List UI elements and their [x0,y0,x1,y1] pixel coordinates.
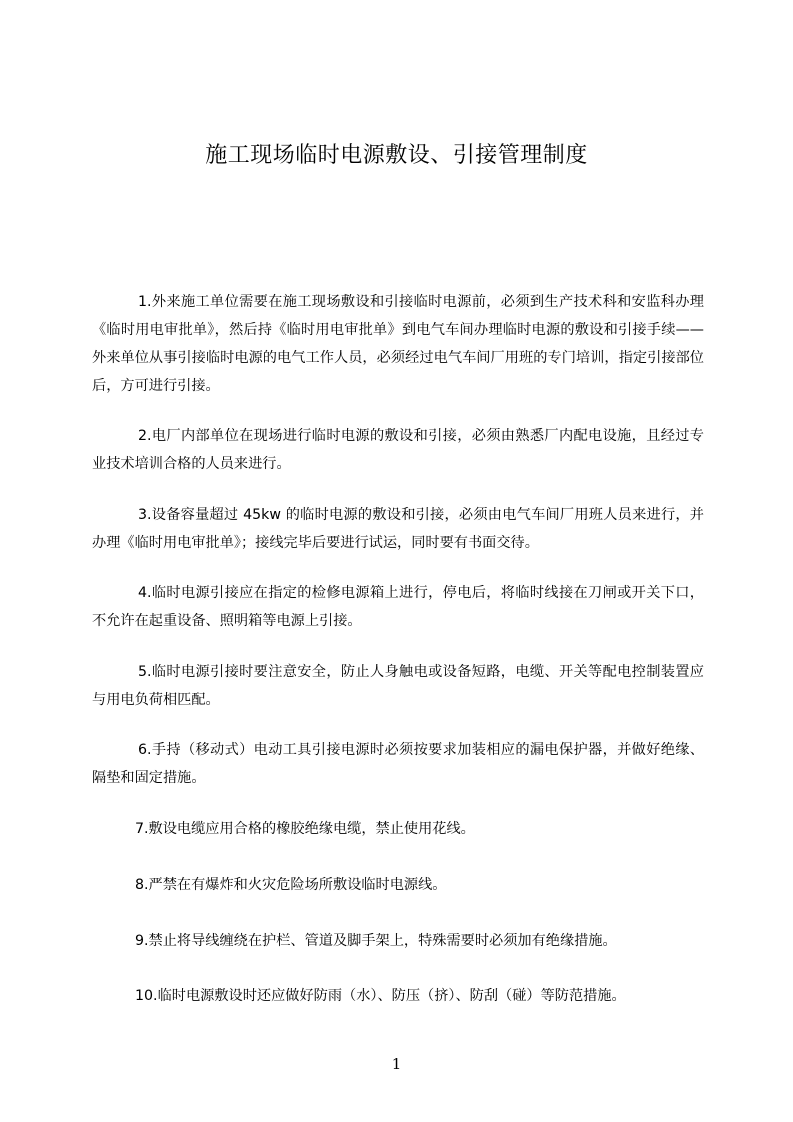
paragraph-5: 5.临时电源引接时要注意安全，防止人身触电或设备短路，电缆、开关等配电控制装置应与用电负荷相匹配。 [92,664,704,708]
paragraph-10: 10.临时电源敷设时还应做好防雨（水）、防压（挤）、防刮（碰）等防范措施。 [135,988,626,1004]
page-number: 1 [391,1055,402,1073]
paragraph-6: 6.手持（移动式）电动工具引接电源时必须按要求加装相应的漏电保护器，并做好绝缘、隔垫和固定措施。 [92,742,704,786]
paragraph-8: 8.严禁在有爆炸和火灾危险场所敷设临时电源线。 [135,877,447,893]
document-title: 施工现场临时电源敷设、引接管理制度 [205,143,588,168]
paragraph-3: 3.设备容量超过 45kw 的临时电源的敷设和引接，必须由电气车间厂用班人员来进行，并办理《临时用电审批单》；接线完毕后要进行试运，同时要有书面交待。 [92,507,704,551]
paragraph-9: 9.禁止将导线缠绕在护栏、管道及脚手架上，特殊需要时必须加有绝缘措施。 [135,933,617,949]
paragraph-2: 2.电厂内部单位在现场进行临时电源的敷设和引接，必须由熟悉厂内配电设施，且经过专业技术培训合格的人员来进行。 [92,428,704,472]
paragraph-1: 1.外来施工单位需要在施工现场敷设和引接临时电源前，必须到生产技术科和安监科办理《临时用电审批单》，然后持《临时用电审批单》到电气车间办理临时电源的敷设和引接手续——外来单位从事引接临时电源的电气工作人员，必须经过电气车间厂用班的专门培训，指定引接部位后，方可进行引接。 [92,294,704,394]
paragraph-4: 4.临时电源引接应在指定的检修电源箱上进行，停电后，将临时线接在刀闸或开关下口，不允许在起重设备、照明箱等电源上引接。 [92,585,704,629]
paragraph-7: 7.敷设电缆应用合格的橡胶绝缘电缆，禁止使用花线。 [135,821,475,837]
